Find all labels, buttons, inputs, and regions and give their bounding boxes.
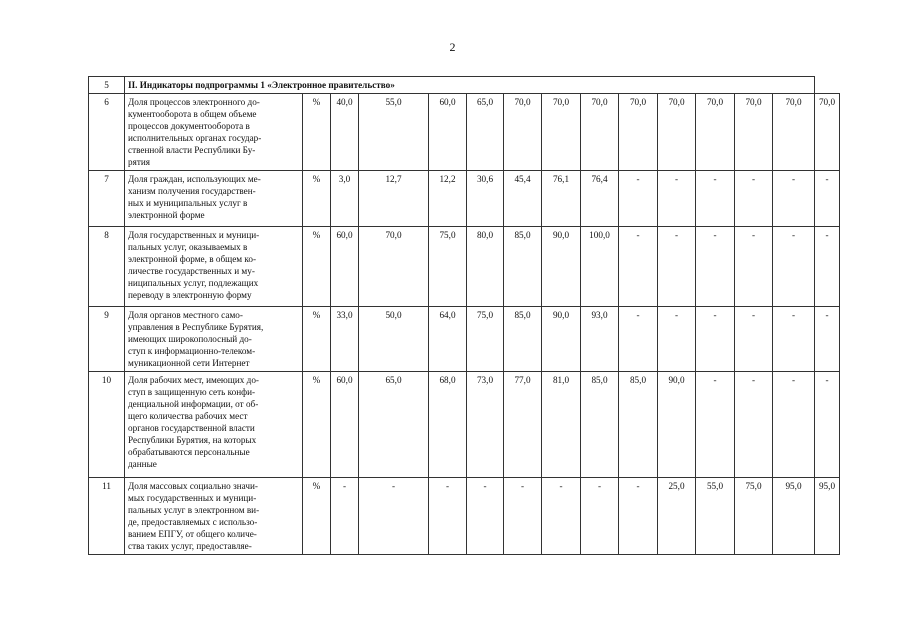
value-cell: 90,0 <box>658 372 696 478</box>
value-cell: - <box>359 478 429 555</box>
value-cell: - <box>658 227 696 307</box>
value-cell: 60,0 <box>331 372 359 478</box>
value-cell: - <box>658 307 696 372</box>
indicator-name: Доля государственных и муници- пальных услуг, оказываемых в электронной форме, в общем ко- личестве государственных и му- ниципальных услуг, подлежащих переводу в электронную форму <box>125 227 303 307</box>
value-cell: - <box>619 171 658 227</box>
value-cell: 55,0 <box>696 478 735 555</box>
value-cell: 68,0 <box>429 372 467 478</box>
value-cell: - <box>773 227 815 307</box>
value-cell: 70,0 <box>359 227 429 307</box>
value-cell: 70,0 <box>504 94 542 171</box>
value-cell: 85,0 <box>504 227 542 307</box>
value-cell: 70,0 <box>619 94 658 171</box>
value-cell: - <box>735 372 773 478</box>
unit-cell: % <box>303 227 331 307</box>
value-cell: 12,2 <box>429 171 467 227</box>
table-row <box>89 77 840 94</box>
table-row <box>89 307 840 372</box>
value-cell: 70,0 <box>658 94 696 171</box>
value-cell: - <box>696 227 735 307</box>
value-cell: 12,7 <box>359 171 429 227</box>
value-cell: - <box>773 171 815 227</box>
row-number: 10 <box>89 372 125 478</box>
value-cell: 85,0 <box>619 372 658 478</box>
value-cell: 60,0 <box>429 94 467 171</box>
value-cell: 95,0 <box>815 478 840 555</box>
value-cell: 70,0 <box>815 94 840 171</box>
value-cell: 100,0 <box>581 227 619 307</box>
row-number: 6 <box>89 94 125 171</box>
row-number: 7 <box>89 171 125 227</box>
table-row <box>89 478 840 555</box>
value-cell: 85,0 <box>581 372 619 478</box>
value-cell: 30,6 <box>467 171 504 227</box>
value-cell: 45,4 <box>504 171 542 227</box>
value-cell: 76,1 <box>542 171 581 227</box>
value-cell: 55,0 <box>359 94 429 171</box>
value-cell: 93,0 <box>581 307 619 372</box>
value-cell: - <box>815 307 840 372</box>
value-cell: 76,4 <box>581 171 619 227</box>
value-cell: 75,0 <box>467 307 504 372</box>
value-cell: - <box>331 478 359 555</box>
indicator-name: Доля органов местного само- управления в Республике Бурятия, имеющих широкополосный до- ступ к информационно-телеком- муникационной сети Интернет <box>125 307 303 372</box>
row-number: 9 <box>89 307 125 372</box>
value-cell: - <box>696 171 735 227</box>
value-cell: - <box>467 478 504 555</box>
value-cell: 3,0 <box>331 171 359 227</box>
unit-cell: % <box>303 478 331 555</box>
value-cell: - <box>619 227 658 307</box>
value-cell: 77,0 <box>504 372 542 478</box>
value-cell: 70,0 <box>581 94 619 171</box>
unit-cell: % <box>303 94 331 171</box>
value-cell: 70,0 <box>773 94 815 171</box>
value-cell: 65,0 <box>467 94 504 171</box>
section-title: II. Индикаторы подпрограммы 1 «Электронное правительство» <box>125 77 815 94</box>
value-cell: 70,0 <box>542 94 581 171</box>
table-row <box>89 171 840 227</box>
row-number: 8 <box>89 227 125 307</box>
value-cell: 33,0 <box>331 307 359 372</box>
value-cell: - <box>542 478 581 555</box>
value-cell: 90,0 <box>542 227 581 307</box>
value-cell: 70,0 <box>735 94 773 171</box>
value-cell: - <box>735 171 773 227</box>
unit-cell: % <box>303 307 331 372</box>
value-cell: 73,0 <box>467 372 504 478</box>
value-cell: - <box>773 307 815 372</box>
unit-cell: % <box>303 372 331 478</box>
value-cell: 81,0 <box>542 372 581 478</box>
value-cell: - <box>815 227 840 307</box>
indicator-name: Доля граждан, использующих ме- ханизм получения государствен- ных и муниципальных услуг в электронной форме <box>125 171 303 227</box>
value-cell: 50,0 <box>359 307 429 372</box>
value-cell: - <box>735 227 773 307</box>
indicators-table <box>88 76 840 555</box>
value-cell: - <box>696 372 735 478</box>
table-row <box>89 372 840 478</box>
value-cell: - <box>504 478 542 555</box>
value-cell: - <box>735 307 773 372</box>
value-cell: - <box>619 478 658 555</box>
value-cell: 80,0 <box>467 227 504 307</box>
indicator-name: Доля рабочих мест, имеющих до- ступ в защищенную сеть конфи- денциальной информации, от об- щего количества рабочих мест органов государственной власти Республики Бурятия, на которых обрабатываются персональные данные <box>125 372 303 478</box>
value-cell: - <box>696 307 735 372</box>
value-cell: 75,0 <box>735 478 773 555</box>
value-cell: - <box>429 478 467 555</box>
table-row <box>89 227 840 307</box>
unit-cell: % <box>303 171 331 227</box>
value-cell: 64,0 <box>429 307 467 372</box>
value-cell: 90,0 <box>542 307 581 372</box>
value-cell: - <box>619 307 658 372</box>
value-cell: 75,0 <box>429 227 467 307</box>
value-cell: 70,0 <box>696 94 735 171</box>
value-cell: - <box>658 171 696 227</box>
value-cell: 85,0 <box>504 307 542 372</box>
value-cell: 65,0 <box>359 372 429 478</box>
value-cell: 60,0 <box>331 227 359 307</box>
table-row <box>89 94 840 171</box>
page-number: 2 <box>449 40 456 54</box>
value-cell: - <box>581 478 619 555</box>
indicator-name: Доля массовых социально значи- мых государственных и муници- пальных услуг в электронном ви- де, предоставляемых с использо- ванием ЕПГУ, от общего количе- ства таких услуг, предоставляе- <box>125 478 303 555</box>
indicator-name: Доля процессов электронного до- кументооборота в общем объеме процессов документооборота в исполнительных органах государ- ственной власти Республики Бу- рятия <box>125 94 303 171</box>
value-cell: 95,0 <box>773 478 815 555</box>
value-cell: - <box>815 171 840 227</box>
value-cell: 25,0 <box>658 478 696 555</box>
value-cell: 40,0 <box>331 94 359 171</box>
value-cell: - <box>773 372 815 478</box>
value-cell: - <box>815 372 840 478</box>
row-number: 5 <box>89 77 125 94</box>
row-number: 11 <box>89 478 125 555</box>
